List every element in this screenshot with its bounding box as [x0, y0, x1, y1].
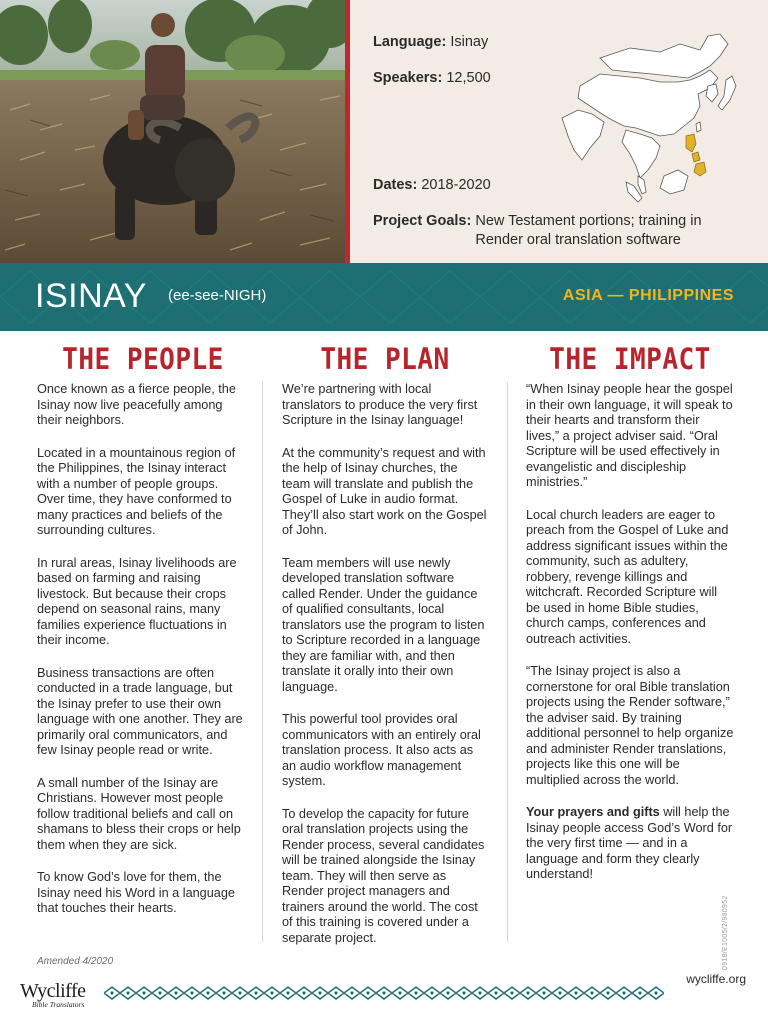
photo-divider — [345, 0, 350, 263]
plan-paragraph: At the community’s request and with the help of Isinay churches, the team will translate and publish the Gospel of Luke in audio format. They’ll also start work on the Gospel of John. — [282, 445, 487, 537]
plan-paragraph: This powerful tool provides oral communicators with an entirely oral translation process. It also acts as an audio workflow management system. — [282, 712, 481, 788]
title-banner — [0, 263, 768, 331]
language-title: ISINAY — [35, 277, 147, 315]
people-paragraph: To know God’s love for them, the Isinay need his Word in a language that touches their hearts. — [37, 870, 235, 915]
people-heading: THE PEOPLE — [62, 342, 224, 376]
dates-label: Dates: — [373, 177, 418, 193]
amended-date: Amended 4/2020 — [37, 956, 114, 967]
closing-text: will help the Isinay people access God’s Word for the very first time — and in a language and form they clearly understand! — [526, 805, 733, 881]
asia-map-icon — [560, 26, 750, 206]
people-paragraph: Business transactions are often conducted in a trade language, but the Isinay prefer to use their own language with one another. They are primarily oral communicators, and few Isinay people read or write. — [37, 665, 243, 757]
closing-bold-text: Your prayers and gifts — [526, 805, 660, 819]
column-divider — [507, 382, 508, 942]
speakers-label: Speakers: — [373, 70, 443, 86]
goals-label: Project Goals: — [373, 213, 472, 229]
logo-wordmark: Wycliffe — [20, 980, 86, 1002]
column-divider — [262, 382, 263, 942]
people-paragraph: In rural areas, Isinay livelihoods are based on farming and raising livestock. But because their crops depend on seasonal rains, many families experience fluctuations in their income. — [37, 555, 237, 647]
region-label: ASIA — PHILIPPINES — [562, 287, 734, 304]
people-paragraph: Once known as a fierce people, the Isinay now live peacefully among their neighbors. — [37, 382, 236, 427]
impact-paragraph: “The Isinay project is also a cornerstone for oral Bible translation projects using the Render software,” the adviser said. By training additional personnel to help organize and administer Render translations, projects like this one will be multiplied across the world. — [526, 664, 734, 787]
people-paragraph: A small number of the Isinay are Christians. However most people follow traditional beliefs and call on shamans to bless their crops or help them when they are sick. — [37, 775, 241, 852]
people-column — [37, 336, 249, 934]
plan-paragraph: Team members will use newly developed translation software called Render. Under the guidance of qualified consultants, local translators use the program to listen to Scripture recorded in a language they are familiar with, and then translate it orally into their own language. — [282, 555, 485, 694]
dates-value: 2018-2020 — [421, 177, 491, 193]
impact-paragraph: Local church leaders are eager to preach from the Gospel of Luke and address significant issues within the community, such as adultery, robbery, revenge killings and witchcraft. Recorded Scripture will be used in home Bible studies, church camps, conferences and outreach activities. — [526, 507, 729, 646]
pronunciation: (ee-see-NIGH) — [168, 287, 267, 304]
footer-diamond-pattern — [104, 985, 664, 1001]
impact-closing — [526, 805, 734, 883]
language-value: Isinay — [450, 34, 489, 50]
goals-fact — [373, 212, 743, 250]
language-fact — [373, 33, 488, 52]
plan-paragraph: To develop the capacity for future oral translation projects using the Render process, several candidates will be trained alongside the Isinay team. They will then serve as Render project managers and trainers around the world. The cost of this training is covered under a separate project. — [282, 806, 485, 945]
plan-paragraph: We’re partnering with local translators to produce the very first Scripture in the Isinay language! — [282, 382, 478, 427]
dates-fact — [373, 176, 491, 195]
header-section — [0, 0, 768, 263]
speakers-fact — [373, 69, 491, 88]
impact-paragraph: “When Isinay people hear the gospel in their own language, it will speak to their hearts and transform their lives,” a project adviser said. “Oral Scripture will be used effectively in evangelistic and discipleship ministries.” — [526, 382, 733, 489]
farmer-on-water-buffalo-photo — [0, 0, 345, 263]
document-code: 0918/E1005/2/980952 — [722, 895, 729, 970]
impact-column — [526, 336, 734, 900]
goals-value: New Testament portions; training in Render oral translation software — [475, 213, 702, 248]
website-link[interactable]: wycliffe.org — [686, 972, 746, 986]
language-label: Language: — [373, 34, 447, 50]
plan-column — [282, 336, 488, 963]
wycliffe-logo[interactable] — [20, 980, 100, 1010]
people-paragraph: Located in a mountainous region of the Philippines, the Isinay interact with a number of people groups. Over time, they have conformed to many practices and beliefs of the surrounding cultures. — [37, 445, 236, 537]
speakers-value: 12,500 — [446, 70, 491, 86]
plan-heading: THE PLAN — [320, 342, 450, 376]
impact-heading: THE IMPACT — [549, 342, 711, 376]
logo-subtitle: Bible Translators — [32, 1000, 85, 1009]
